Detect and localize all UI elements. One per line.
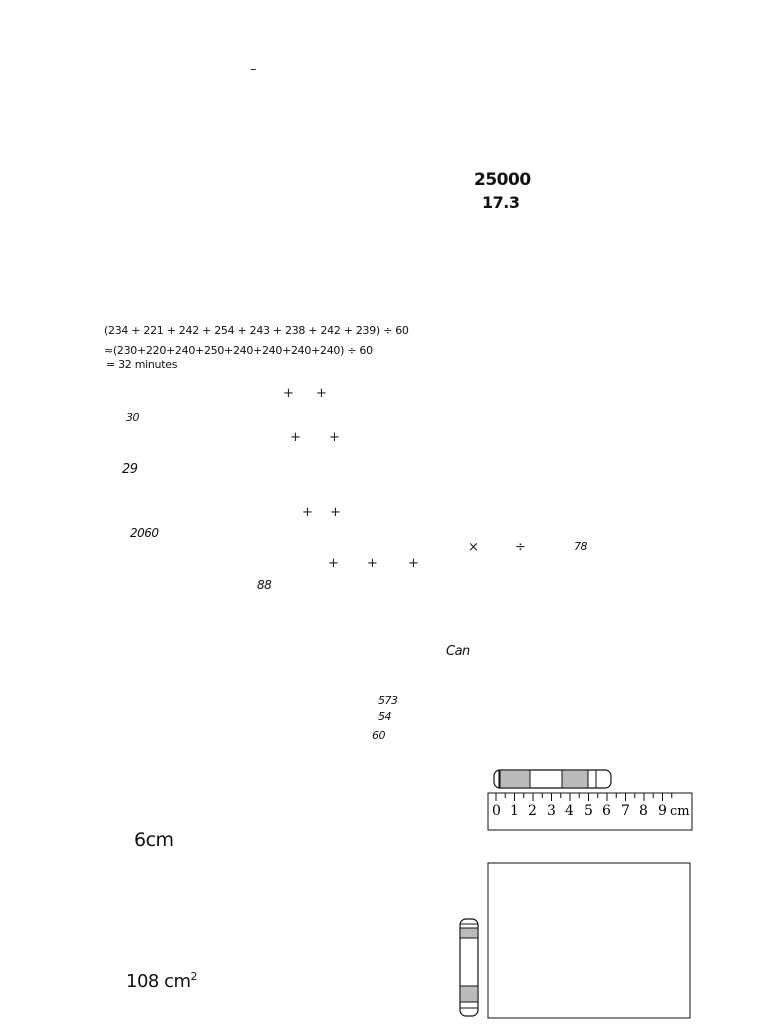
ruler-label-9: 9 (658, 803, 667, 819)
rectangle (488, 863, 690, 1018)
ruler-label-0: 0 (492, 803, 501, 819)
answer-q3: 2060 (130, 526, 159, 540)
answer-stack-1: 573 (378, 694, 398, 707)
ruler-figure (484, 764, 696, 834)
answer-area (126, 970, 197, 992)
ruler-unit: cm (670, 804, 690, 819)
ruler-label-8: 8 (639, 803, 648, 819)
calc-line-2: ≈(230+220+240+250+240+240+240+240) ÷ 60 (104, 344, 373, 357)
plus-sign: + (290, 430, 301, 445)
answer-q4: 78 (574, 540, 587, 553)
plus-sign: + (328, 556, 339, 571)
times-sign: × (468, 540, 479, 555)
answer-stack-3: 60 (372, 729, 385, 742)
ruler-label-5: 5 (584, 803, 593, 819)
ruler-label-1: 1 (510, 803, 519, 819)
chalk-horizontal (494, 770, 611, 788)
area-figure (454, 858, 696, 1022)
plus-sign: + (316, 386, 327, 401)
answer-q2: 29 (122, 462, 138, 477)
answer-stack-2: 54 (378, 710, 391, 723)
ruler-label-6: 6 (602, 803, 611, 819)
chalk-vertical (460, 919, 478, 1016)
plus-sign: + (367, 556, 378, 571)
ruler-label-2: 2 (528, 803, 537, 819)
answer-25000: 25000 (474, 170, 531, 190)
area-value: 108 cm (126, 971, 191, 992)
answer-q1: 30 (126, 411, 139, 424)
plus-sign: + (302, 505, 313, 520)
ruler-label-7: 7 (621, 803, 630, 819)
calc-line-3: = 32 minutes (106, 358, 178, 371)
calc-line-1: (234 + 221 + 242 + 254 + 243 + 238 + 242 + 239) ÷ 60 (104, 324, 409, 337)
answer-word: Can (446, 644, 470, 659)
answer-q5: 88 (257, 578, 272, 592)
ruler-label-4: 4 (565, 803, 574, 819)
plus-sign: + (329, 430, 340, 445)
answer-length: 6cm (134, 829, 174, 851)
plus-sign: + (283, 386, 294, 401)
divide-sign: ÷ (515, 540, 526, 555)
area-exponent: 2 (190, 970, 198, 983)
top-dash: – (250, 62, 257, 77)
ruler-label-3: 3 (547, 803, 556, 819)
plus-sign: + (330, 505, 341, 520)
plus-sign: + (408, 556, 419, 571)
answer-17-3: 17.3 (482, 193, 520, 212)
